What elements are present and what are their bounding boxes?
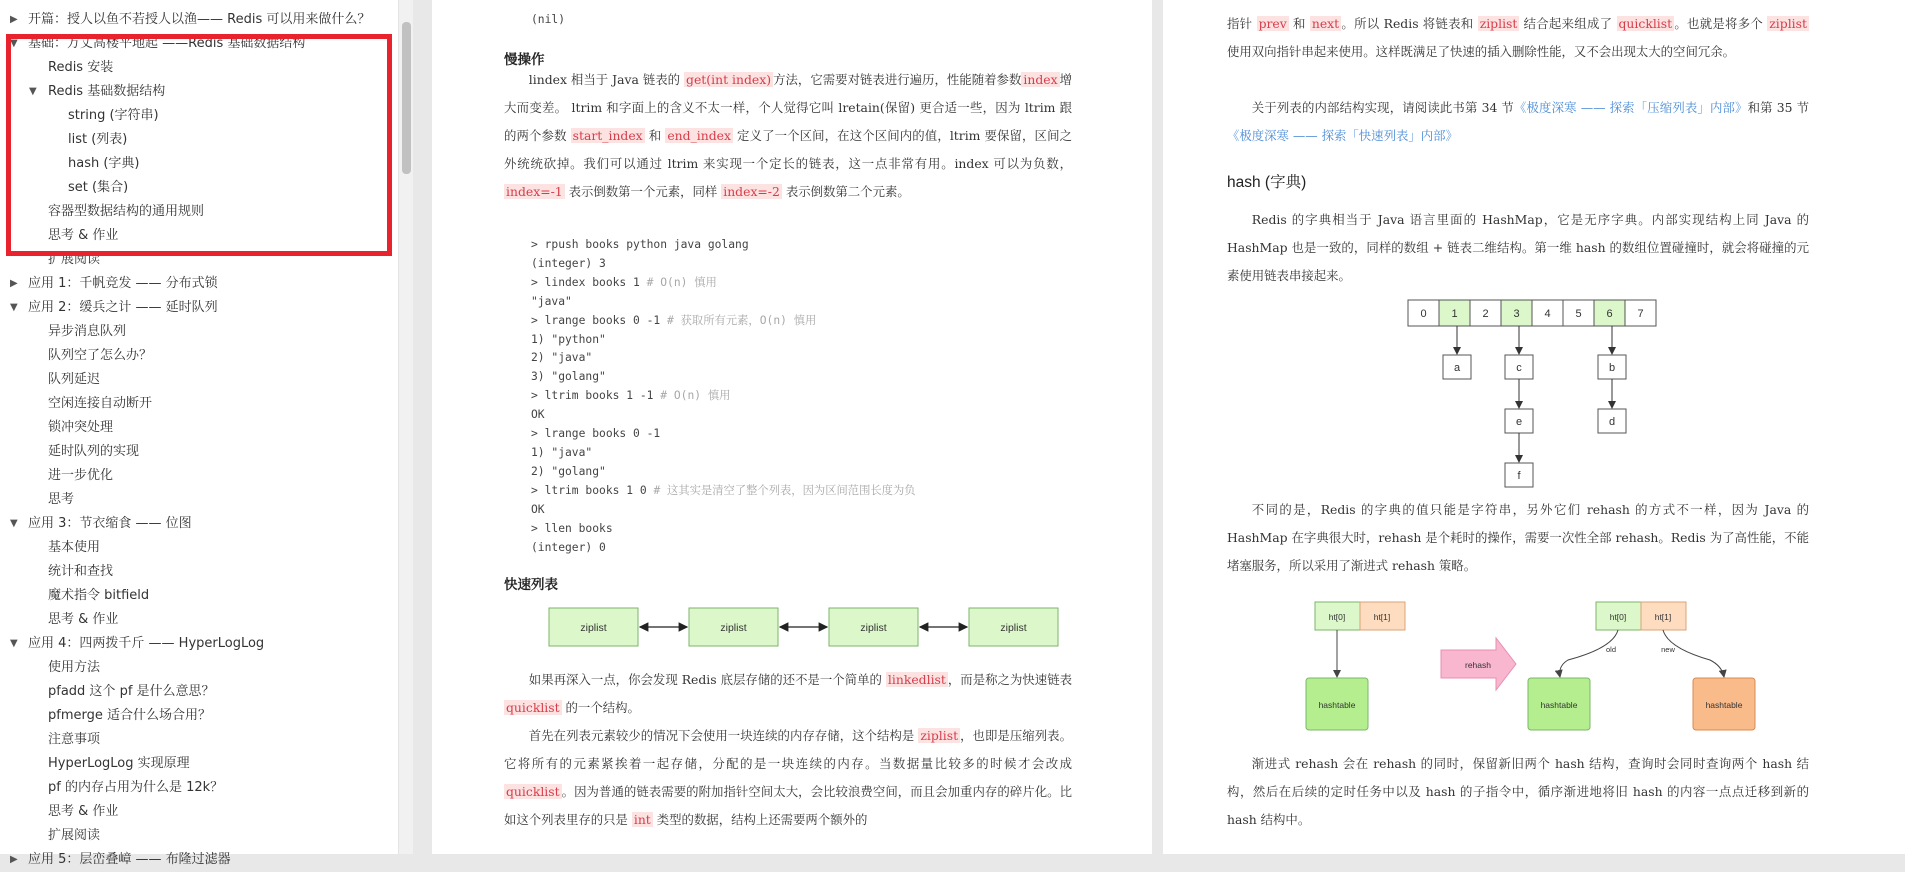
toc-item-label: 空闲连接自动断开 <box>48 396 153 411</box>
slow-ops-heading: 慢操作 <box>504 52 545 67</box>
toc-item-label: 开篇：授人以鱼不若授人以渔—— Redis 可以用来做什么？ <box>28 12 371 27</box>
quicklist-paragraph-1: 如果再深入一点，你会发现 Redis 底层存储的还不是一个简单的 linkedlist ，而是称之为快速链表 quicklist 的一个结构。 <box>506 672 1073 715</box>
hashtable-label: hashtable <box>1705 700 1743 710</box>
array-cell-label: 2 <box>1482 308 1489 320</box>
toc-item-label: 扩展阅读 <box>48 828 101 843</box>
toc-item[interactable] <box>0 656 398 680</box>
toc-item-label: 锁冲突处理 <box>48 420 114 435</box>
toc-item-label: set (集合) <box>68 180 129 195</box>
toc-item-label: 统计和查找 <box>48 564 114 579</box>
toc-item[interactable] <box>0 32 398 56</box>
toc-sidebar <box>0 0 413 867</box>
toc-item-label: HyperLogLog 实现原理 <box>48 756 190 771</box>
caret-down-icon[interactable]: ▼ <box>10 518 18 529</box>
code-line: > lrange books 0 -1 # 获取所有元素，O(n) 慎用 <box>531 313 817 327</box>
toc-item[interactable] <box>0 248 398 272</box>
toc-item-label: hash (字典) <box>68 156 140 171</box>
code-comment: # O(n) 慎用 <box>660 389 731 403</box>
ziplist-article-link[interactable]: 《极度深寒 —— 探索「压缩列表」内部》 <box>1513 100 1748 115</box>
toc-item-label: 应用 1：千帆竞发 —— 分布式锁 <box>28 276 218 291</box>
hashtable-label: hashtable <box>1318 700 1356 710</box>
toc-item[interactable] <box>0 368 398 392</box>
toc-item[interactable] <box>0 728 398 752</box>
toc-item[interactable] <box>0 488 398 512</box>
chain-node-label: f <box>1517 470 1521 482</box>
toc-item-label: 思考 & 作业 <box>48 228 119 243</box>
inline-code: ziplist <box>920 728 959 743</box>
caret-down-icon[interactable]: ▼ <box>10 638 18 649</box>
quicklist-paragraph-3: 指针 prev 和 next 。所以 Redis 将链表和 ziplist 结合起来组成了 quicklist 。也就是将多个 ziplist 使用双向指针串起来使用。这样既满足了快速的插入删除性能，又不会出现太大的空间冗余。 <box>1227 16 1807 59</box>
toc-item[interactable] <box>0 536 398 560</box>
toc-item[interactable] <box>0 704 398 728</box>
quicklist-article-link[interactable]: 《极度深寒 —— 探索「快速列表」内部》 <box>1227 128 1458 143</box>
inline-code: quicklist <box>506 784 560 799</box>
chain-node-label: a <box>1453 362 1461 374</box>
toc-item[interactable] <box>0 200 398 224</box>
code-line: > ltrim books 1 -1 # O(n) 慎用 <box>531 389 731 403</box>
inline-code: prev <box>1258 16 1287 31</box>
toc-item[interactable] <box>0 632 398 656</box>
toc-item[interactable] <box>0 752 398 776</box>
code-line: 1) "java" <box>531 445 593 459</box>
toc-item-label: 基础：万丈高楼平地起 ——Redis 基础数据结构 <box>28 36 306 51</box>
code-comment: # 获取所有元素，O(n) 慎用 <box>667 313 817 327</box>
toc-item-label: string (字符串) <box>68 108 159 123</box>
toc-item[interactable] <box>0 800 398 824</box>
document-page-right <box>1163 0 1905 854</box>
toc-item-label: 队列空了怎么办？ <box>48 348 153 363</box>
ht0-label: ht[0] <box>1609 612 1627 622</box>
toc-item[interactable] <box>0 848 398 872</box>
code-line: (integer) 3 <box>531 256 606 270</box>
code-line: OK <box>531 408 545 422</box>
chain-node-label: e <box>1515 416 1523 428</box>
array-cell-label: 3 <box>1513 308 1520 320</box>
ziplist-label: ziplist <box>860 622 887 634</box>
chain-node-label: d <box>1608 416 1616 428</box>
hash-paragraph-2: 不同的是，Redis 的字典的值只能是字符串，另外它们 rehash 的方式不一样，因为 Java 的 HashMap 在字典很大时，rehash 是个耗时的操作，需要一次性全部 rehash。Redis 为了高性能，不能堵塞服务，所以采用了渐进式 rehash 策略。 <box>1227 502 1809 573</box>
inline-code: start_index <box>572 128 643 143</box>
toc-item[interactable] <box>0 560 398 584</box>
inline-code: index=-1 <box>506 184 563 199</box>
hashtable-label: hashtable <box>1540 700 1578 710</box>
toc-item-label: 容器型数据结构的通用规则 <box>48 204 205 219</box>
caret-down-icon[interactable]: ▼ <box>10 38 18 49</box>
toc-item-label: 魔术指令 bitfield <box>48 588 150 603</box>
inline-code: get(int index) <box>686 72 772 87</box>
inline-code: index=-2 <box>723 184 780 199</box>
rehash-arrow-label: rehash <box>1465 660 1491 670</box>
inline-code: next <box>1311 16 1340 31</box>
code-line: OK <box>531 502 545 516</box>
toc-item-label: pfmerge 适合什么场合用？ <box>48 708 211 723</box>
toc-item[interactable] <box>0 80 398 104</box>
toc-item[interactable] <box>0 824 398 848</box>
code-line: > lrange books 0 -1 <box>531 427 661 441</box>
ht0-label: ht[0] <box>1328 612 1346 622</box>
code-block <box>531 236 916 557</box>
hash-paragraph-1: Redis 的字典相当于 Java 语言里面的 HashMap，它是无序字典。内部实现结构上同 Java 的 HashMap 也是一致的，同样的数组 + 链表二维结构。第一维 hash 的数组位置碰撞时，就会将碰撞的元素使用链表串接起来。 <box>1227 212 1809 283</box>
toc-item[interactable] <box>0 56 398 80</box>
ht1-label: ht[1] <box>1654 612 1672 622</box>
toc-item-label: 扩展阅读 <box>48 252 101 267</box>
code-line: > ltrim books 1 0 # 这其实是清空了整个列表，因为区间范围长度为负 <box>531 483 916 497</box>
toc-item-label: 思考 & 作业 <box>48 612 119 627</box>
code-comment: # O(n) 慎用 <box>646 275 717 289</box>
inline-code: linkedlist <box>887 672 946 687</box>
toc-item[interactable] <box>0 416 398 440</box>
toc-list <box>0 0 398 872</box>
toc-item[interactable] <box>0 392 398 416</box>
inline-code: ziplist <box>1479 16 1518 31</box>
toc-item-label: 进一步优化 <box>48 468 114 483</box>
old-label: old <box>1605 645 1617 654</box>
toc-item-label: 思考 <box>48 492 75 507</box>
code-line: 2) "java" <box>531 351 593 365</box>
document-page-left <box>432 0 1152 854</box>
toc-item[interactable] <box>0 344 398 368</box>
toc-item-label: 延时队列的实现 <box>48 444 140 459</box>
ziplist-label: ziplist <box>580 622 607 634</box>
reference-paragraph: 关于列表的内部结构实现，请阅读此书第 34 节《极度深寒 —— 探索「压缩列表」内部》和第 35 节《极度深寒 —— 探索「快速列表」内部》 <box>1227 100 1809 143</box>
toc-item-label: Redis 基础数据结构 <box>48 84 166 99</box>
caret-right-icon[interactable]: ▶ <box>10 854 18 865</box>
ziplist-label: ziplist <box>1000 622 1027 634</box>
slow-ops-paragraph: lindex 相当于 Java 链表的 get(int index) 方法，它需要对链表进行遍历，性能随着参数 index 增大而变差。 ltrim 和字面上的含义不太一样，个人觉得它叫 lretain(保留) 更合适一些，因为 ltrim 跟的两个参数 start_index 和 end_index 定义了一个区间，在这个区间内的值，ltrim 要保留，区间之外统统砍掉。我们可以通过 ltrim 来实现一个定长的链表，这一点非常有用。index 可以为负数，index=-1 表示倒数第一个元素，同样 index=-2 表示倒数第二个元素。 <box>504 72 1073 199</box>
toc-item-label: 使用方法 <box>48 660 101 675</box>
code-line: (integer) 0 <box>531 540 606 554</box>
quicklist-paragraph-2: 首先在列表元素较少的情况下会使用一块连续的内存存储，这个结构是 ziplist ，也即是压缩列表。它将所有的元素紧挨着一起存储，分配的是一块连续的内存。当数据量比较多的时候才会改成 quicklist 。因为普通的链表需要的附加指针空间太大，会比较浪费空间，而且会加重内存的碎片化。比如这个列表里存的只是 int 类型的数据，结构上还需要两个额外的 <box>504 728 1072 827</box>
toc-item-label: pf 的内存占用为什么是 12k？ <box>48 780 224 795</box>
ht1-label: ht[1] <box>1373 612 1391 622</box>
array-cell-label: 6 <box>1606 308 1613 320</box>
hash-array-diagram <box>1163 300 1905 490</box>
toc-item-label: 队列延迟 <box>48 372 101 387</box>
code-line: 3) "golang" <box>531 370 606 384</box>
toc-item-label: 基本使用 <box>48 540 101 555</box>
inline-code: int <box>633 812 651 827</box>
caret-down-icon[interactable]: ▼ <box>10 302 18 313</box>
sidebar-scrollbar[interactable] <box>398 0 413 854</box>
chain-node-label: c <box>1516 362 1522 374</box>
toc-item[interactable] <box>0 512 398 536</box>
inline-code: end_index <box>667 128 731 143</box>
scrollbar-thumb[interactable] <box>402 22 411 174</box>
code-line: 1) "python" <box>531 332 606 346</box>
toc-item[interactable] <box>0 584 398 608</box>
code-line: > llen books <box>531 521 613 535</box>
toc-item-label: list (列表) <box>68 132 128 147</box>
toc-item[interactable] <box>0 104 398 128</box>
chain-node-label: b <box>1608 362 1616 374</box>
toc-item-label: 应用 2：缓兵之计 —— 延时队列 <box>28 300 218 315</box>
nil-output: (nil) <box>531 13 566 26</box>
array-cell-label: 0 <box>1420 308 1427 320</box>
array-cell-label: 7 <box>1637 308 1644 320</box>
code-line: "java" <box>531 294 572 308</box>
inline-code: quicklist <box>1618 16 1673 31</box>
hash-paragraph-3: 渐进式 rehash 会在 rehash 的同时，保留新旧两个 hash 结构，查询时会同时查询两个 hash 结构，然后在后续的定时任务中以及 hash 的子指令中，循序渐进地将旧 hash 的内容一点点迁移到新的 hash 结构中。 <box>1227 756 1809 827</box>
toc-item-label: Redis 安装 <box>48 60 114 75</box>
hash-heading: hash (字典) <box>1227 174 1307 191</box>
toc-item-label: 思考 & 作业 <box>48 804 119 819</box>
toc-item-label: 应用 4：四两拨千斤 —— HyperLogLog <box>28 636 265 651</box>
toc-item[interactable] <box>0 152 398 176</box>
code-comment: # 这其实是清空了整个列表，因为区间范围长度为负 <box>653 483 916 497</box>
code-line: > rpush books python java golang <box>531 238 749 251</box>
quicklist-heading: 快速列表 <box>504 577 558 592</box>
toc-item[interactable] <box>0 680 398 704</box>
toc-item[interactable] <box>0 224 398 248</box>
toc-item-label: pfadd 这个 pf 是什么意思？ <box>48 684 215 699</box>
quicklist-diagram <box>432 600 1152 660</box>
toc-item[interactable] <box>0 608 398 632</box>
toc-item[interactable] <box>0 8 398 32</box>
inline-code: index <box>1023 72 1058 87</box>
array-cell-label: 4 <box>1544 308 1551 320</box>
toc-item-label: 应用 3：节衣缩食 —— 位图 <box>28 516 192 531</box>
toc-item[interactable] <box>0 464 398 488</box>
toc-item[interactable] <box>0 776 398 800</box>
array-cell-label: 5 <box>1575 308 1582 320</box>
toc-item[interactable] <box>0 176 398 200</box>
new-label: new <box>1661 645 1675 654</box>
inline-code: quicklist <box>506 700 560 715</box>
inline-code: ziplist <box>1769 16 1807 31</box>
code-line: > lindex books 1 # O(n) 慎用 <box>531 275 717 289</box>
toc-item[interactable] <box>0 320 398 344</box>
caret-right-icon[interactable]: ▶ <box>10 278 18 289</box>
toc-item[interactable] <box>0 272 398 296</box>
code-line: 2) "golang" <box>531 464 606 478</box>
toc-item-label: 异步消息队列 <box>48 324 127 339</box>
toc-item-label: 注意事项 <box>48 732 101 747</box>
caret-right-icon[interactable]: ▶ <box>10 14 18 25</box>
toc-item[interactable] <box>0 128 398 152</box>
toc-item-label: 应用 5：层峦叠嶂 —— 布隆过滤器 <box>28 852 231 867</box>
ziplist-label: ziplist <box>720 622 747 634</box>
toc-item[interactable] <box>0 440 398 464</box>
rehash-diagram <box>1163 598 1905 738</box>
array-cell-label: 1 <box>1451 308 1458 320</box>
toc-item[interactable] <box>0 296 398 320</box>
caret-down-icon[interactable]: ▼ <box>29 86 37 97</box>
